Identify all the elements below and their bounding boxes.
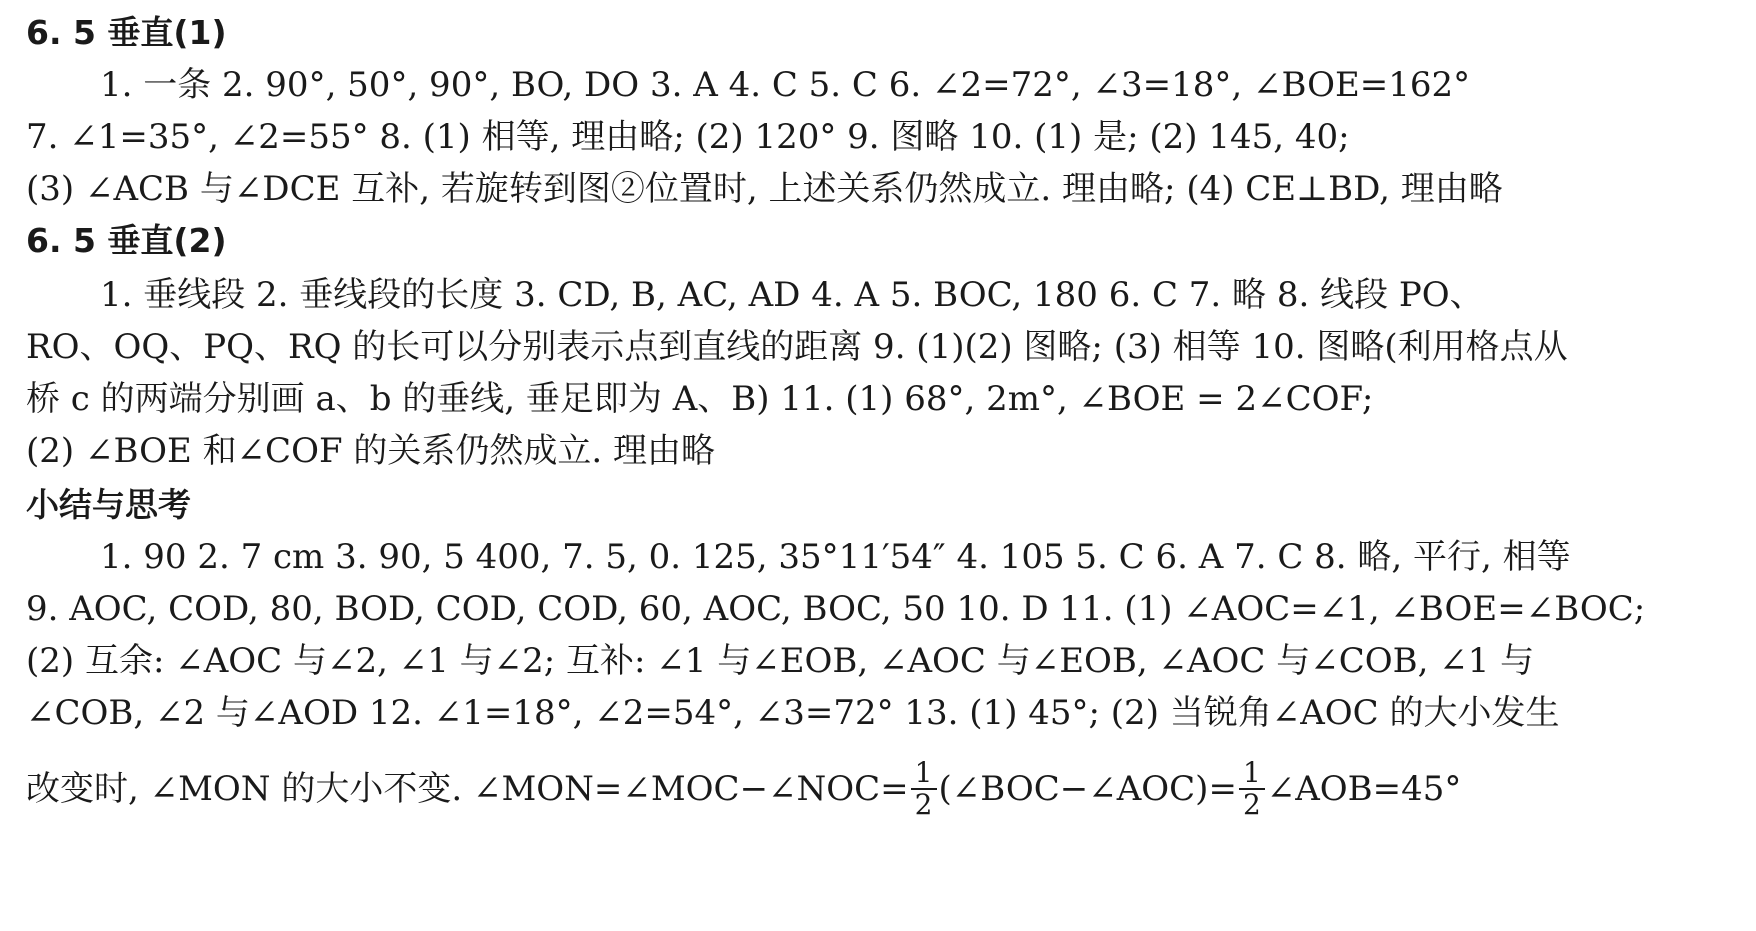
answer-text: ∠AOB=45° (1266, 769, 1462, 809)
fraction (911, 758, 937, 820)
answer-line: (2) ∠BOE 和∠COF 的关系仍然成立. 理由略 (26, 431, 715, 471)
fraction-denominator: 2 (914, 788, 933, 821)
answer-line-with-fractions (0, 752, 1756, 826)
fraction-numerator: 1 (1239, 758, 1265, 790)
answer-line: RO、OQ、PQ、RQ 的长可以分别表示点到直线的距离 9. (1)(2) 图略; (3) 相等 10. 图略(利用格点从 (26, 327, 1568, 367)
section-heading: 6. 5 垂直(2) (26, 221, 227, 260)
section-heading: 6. 5 垂直(1) (26, 13, 227, 52)
fraction-denominator: 2 (1242, 788, 1261, 821)
answer-line: ∠COB, ∠2 与∠AOD 12. ∠1=18°, ∠2=54°, ∠3=72° 13. (1) 45°; (2) 当锐角∠AOC 的大小发生 (26, 693, 1560, 733)
answer-line: 1. 垂线段 2. 垂线段的长度 3. CD, B, AC, AD 4. A 5. BOC, 180 6. C 7. 略 8. 线段 PO、 (100, 275, 1484, 315)
answer-line: 9. AOC, COD, 80, BOD, COD, COD, 60, AOC, BOC, 50 10. D 11. (1) ∠AOC=∠1, ∠BOE=∠BOC; (26, 589, 1646, 629)
answer-line: 1. 90 2. 7 cm 3. 90, 5 400, 7. 5, 0. 125, 35°11′54″ 4. 105 5. C 6. A 7. C 8. 略, 平行, 相等 (100, 537, 1571, 577)
fraction (1239, 758, 1265, 820)
section-heading: 小结与思考 (26, 485, 191, 524)
answer-line: (3) ∠ACB 与∠DCE 互补, 若旋转到图②位置时, 上述关系仍然成立. 理由略; (4) CE⊥BD, 理由略 (26, 169, 1503, 209)
answer-line: 1. 一条 2. 90°, 50°, 90°, BO, DO 3. A 4. C 5. C 6. ∠2=72°, ∠3=18°, ∠BOE=162° (100, 65, 1471, 105)
answer-line: 桥 c 的两端分别画 a、b 的垂线, 垂足即为 A、B) 11. (1) 68°, 2m°, ∠BOE = 2∠COF; (26, 379, 1374, 419)
answer-line: 7. ∠1=35°, ∠2=55° 8. (1) 相等, 理由略; (2) 120° 9. 图略 10. (1) 是; (2) 145, 40; (26, 117, 1350, 157)
answer-line: (2) 互余: ∠AOC 与∠2, ∠1 与∠2; 互补: ∠1 与∠EOB, ∠AOC 与∠EOB, ∠AOC 与∠COB, ∠1 与 (26, 641, 1535, 681)
answer-text: 改变时, ∠MON 的大小不变. ∠MON=∠MOC−∠NOC= (26, 769, 909, 809)
fraction-numerator: 1 (911, 758, 937, 790)
answer-text: (∠BOC−∠AOC)= (938, 769, 1237, 809)
